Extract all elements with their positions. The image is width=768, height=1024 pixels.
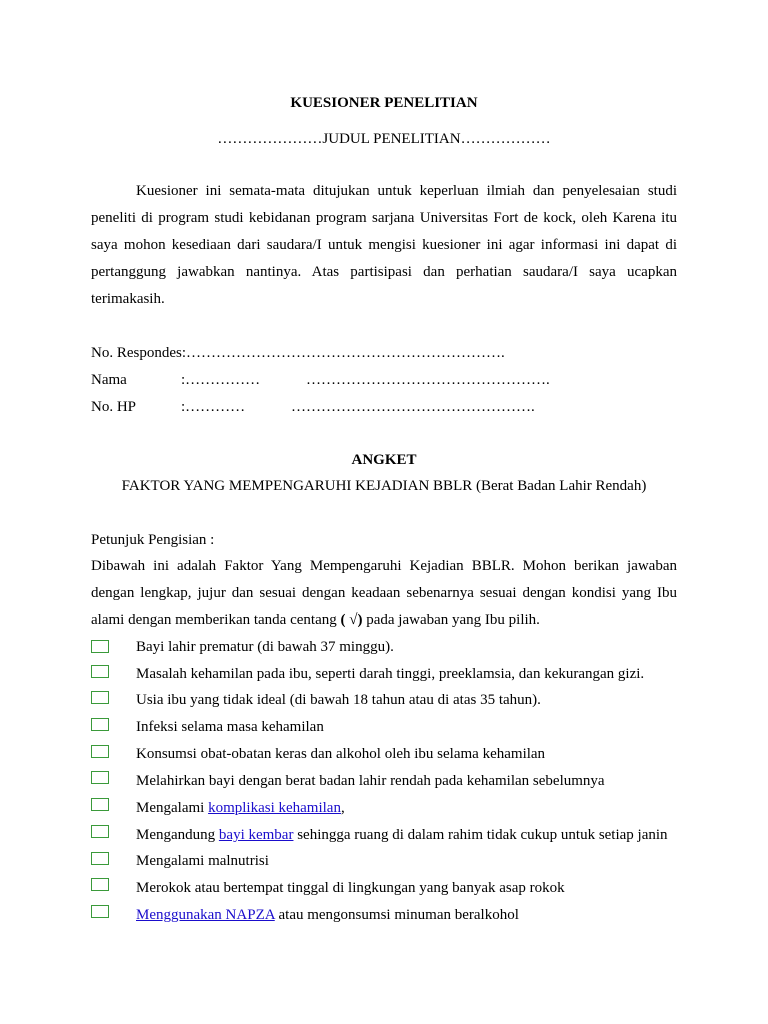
phone-field-dots: …………………………………………. bbox=[291, 399, 535, 415]
instructions-text: alami dengan memberikan tanda centang bbox=[91, 612, 341, 628]
checklist-item-label: Melahirkan bayi dengan berat badan lahir rendah pada kehamilan sebelumnya bbox=[136, 773, 605, 789]
checklist-item-label: Masalah kehamilan pada ibu, seperti darah tinggi, preeklamsia, dan kekurangan gizi. bbox=[136, 666, 645, 682]
napza-link[interactable]: Menggunakan NAPZA bbox=[136, 907, 275, 923]
checkbox[interactable] bbox=[91, 665, 109, 678]
instructions-heading: Petunjuk Pengisian : bbox=[91, 532, 215, 548]
checklist-item-label bbox=[136, 799, 345, 817]
instructions-text: pada jawaban yang Ibu pilih. bbox=[362, 612, 540, 628]
item-text: sehingga ruang di dalam rahim tidak cukup untuk setiap janin bbox=[293, 827, 668, 843]
angket-title: ANGKET bbox=[351, 452, 417, 468]
checkbox[interactable] bbox=[91, 905, 109, 918]
respondent-number-field: No. Respondes:………………………………………………………. bbox=[91, 345, 505, 361]
complication-link[interactable]: komplikasi kehamilan bbox=[208, 800, 341, 816]
name-colon-dots: :…………… bbox=[181, 372, 261, 388]
intro-line: Kuesioner ini semata-mata ditujukan untuk keperluan ilmiah dan penyelesaian studi bbox=[136, 183, 677, 199]
phone-colon-dots: :………… bbox=[181, 399, 246, 415]
item-text: atau mengonsumsi minuman beralkohol bbox=[274, 907, 519, 923]
checkbox[interactable] bbox=[91, 718, 109, 731]
instructions-line-last bbox=[91, 611, 677, 638]
item-text: , bbox=[340, 800, 345, 816]
checkbox[interactable] bbox=[91, 691, 109, 704]
intro-line: saya mohon kesediaan dari saudara/I untuk mengisi kuesioner ini agar informasi ini dapat di bbox=[91, 237, 677, 253]
checkbox[interactable] bbox=[91, 640, 109, 653]
checkbox[interactable] bbox=[91, 852, 109, 865]
name-label: Nama bbox=[91, 372, 127, 388]
checklist-item-label: Infeksi selama masa kehamilan bbox=[136, 719, 324, 735]
checklist-item-label bbox=[136, 906, 519, 924]
checklist-item-label bbox=[136, 826, 668, 844]
checklist-item-label: Konsumsi obat-obatan keras dan alkohol oleh ibu selama kehamilan bbox=[136, 746, 546, 762]
intro-line: peneliti di program studi kebidanan program sarjana Universitas Fort de kock, oleh Karena itu bbox=[91, 210, 677, 226]
name-field-dots: …………………………………………. bbox=[306, 372, 550, 388]
checkbox[interactable] bbox=[91, 771, 109, 784]
item-text: Mengandung bbox=[136, 827, 219, 843]
checklist-item-label: Mengalami malnutrisi bbox=[136, 853, 269, 869]
research-title-placeholder: …………………JUDUL PENELITIAN……………… bbox=[217, 131, 551, 147]
checkbox[interactable] bbox=[91, 878, 109, 891]
intro-line: pertanggung jawabkan nantinya. Atas partisipasi dan perhatian saudara/I saya ucapkan bbox=[91, 264, 677, 280]
instructions-line: Dibawah ini adalah Faktor Yang Mempengaruhi Kejadian BBLR. Mohon berikan jawaban bbox=[91, 558, 677, 574]
checklist-item-label: Bayi lahir prematur (di bawah 37 minggu). bbox=[136, 639, 394, 655]
checkbox[interactable] bbox=[91, 745, 109, 758]
instructions-paragraph bbox=[91, 557, 677, 638]
item-text: Mengalami bbox=[136, 800, 209, 816]
twins-link[interactable]: bayi kembar bbox=[218, 827, 294, 843]
checkbox[interactable] bbox=[91, 798, 109, 811]
checklist-item-label: Usia ibu yang tidak ideal (di bawah 18 tahun atau di atas 35 tahun). bbox=[136, 692, 541, 708]
check-mark-symbol: ( √) bbox=[340, 612, 363, 628]
checkbox[interactable] bbox=[91, 825, 109, 838]
checklist-item-label: Merokok atau bertempat tinggal di lingkungan yang banyak asap rokok bbox=[136, 880, 565, 896]
intro-paragraph bbox=[91, 182, 677, 317]
document-title: KUESIONER PENELITIAN bbox=[290, 95, 478, 111]
instructions-line: dengan lengkap, jujur dan sesuai dengan keadaan sebenarnya sesuai dengan kondisi yang Ibu bbox=[91, 585, 677, 601]
angket-subtitle: FAKTOR YANG MEMPENGARUHI KEJADIAN BBLR (Berat Badan Lahir Rendah) bbox=[121, 478, 647, 494]
phone-label: No. HP bbox=[91, 399, 137, 415]
intro-line: terimakasih. bbox=[91, 291, 165, 307]
